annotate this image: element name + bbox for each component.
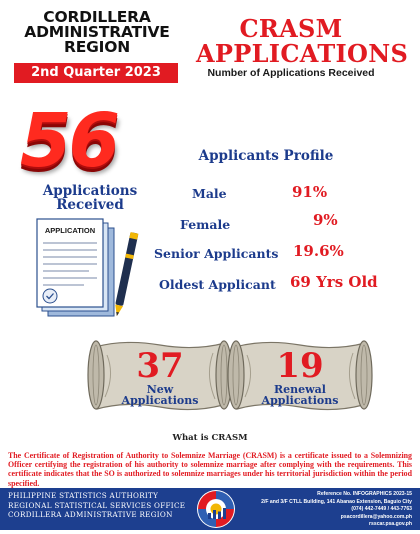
- renewal-label-line-2: Applications: [261, 394, 339, 407]
- page-subtitle: Number of Applications Received: [207, 67, 375, 79]
- footer-contact: [238, 491, 412, 529]
- profile-label-oldest: Oldest Applicant: [159, 277, 276, 292]
- footer-reference: Reference No. INFOGRAPHICS 2023-15: [317, 491, 412, 497]
- region-line-1: CORDILLERA: [43, 8, 151, 26]
- region-line-2: ADMINISTRATIVE: [24, 23, 170, 41]
- document-icon: [34, 218, 144, 323]
- total-value: 56: [20, 98, 117, 184]
- profile-value-female: 9%: [313, 211, 338, 229]
- profile-value-male: 91%: [292, 183, 328, 201]
- footer-phone: (074) 442-7449 / 443-7763: [351, 506, 412, 513]
- renewal-label-line-1: Renewal: [274, 383, 326, 396]
- footer-org-line-3: CORDILLERA ADMINISTRATIVE REGION: [8, 510, 173, 519]
- quarter-badge: 2nd Quarter 2023: [14, 63, 178, 83]
- profile-value-senior: 19.6%: [293, 242, 344, 260]
- footer-address: 2/F and 3/F CTLL Building, 141 Abanao Extension, Baguio City: [261, 498, 412, 505]
- total-applications-number: [20, 96, 150, 186]
- psa-seal-logo: [196, 489, 236, 529]
- apps-label-line-2: Received: [56, 197, 124, 213]
- new-label-line-2: Applications: [121, 394, 199, 407]
- renewal-applications-scroll: [225, 335, 375, 415]
- new-label-line-1: New: [146, 383, 174, 396]
- applications-received-label: [30, 184, 150, 212]
- apps-label-line-1: Applications: [42, 183, 138, 199]
- new-applications-value: 37: [136, 346, 184, 386]
- footer-org-line-1: PHILIPPINE STATISTICS AUTHORITY: [8, 491, 159, 500]
- page-title: [196, 14, 409, 68]
- region-line-3: REGION: [64, 38, 130, 56]
- new-applications-label: [85, 384, 235, 406]
- title-line-1: CRASM: [239, 14, 343, 43]
- new-applications-scroll: [85, 335, 235, 415]
- footer-org: [8, 491, 208, 520]
- footer-email: psacordillera@yahoo.com.ph: [340, 513, 412, 520]
- applicants-profile-title: Applicants Profile: [198, 148, 334, 164]
- info-heading: What is CRASM: [172, 433, 248, 443]
- profile-label-senior: Senior Applicants: [154, 246, 279, 261]
- title-line-2: APPLICATIONS: [196, 39, 409, 68]
- profile-label-male: Male: [192, 186, 227, 201]
- psa-logo-icon: [196, 489, 236, 529]
- region-title: [8, 10, 186, 55]
- footer-website: rsscar.psa.gov.ph: [369, 521, 412, 528]
- profile-value-oldest: 69 Yrs Old: [290, 273, 378, 291]
- document-title: APPLICATION: [44, 226, 96, 235]
- renewal-applications-value: 19: [276, 346, 324, 386]
- info-description: The Certificate of Registration of Authority to Solemnize Marriage (CRASM) is a certificate issued to a Solemnizing Officer certifying the registration of his authority to solemnize marriage after complying with the requirements. This certificate indicates that the SO is authorized to solemnize marriages under his territorial jurisdiction within the period specified.: [8, 451, 412, 488]
- footer-org-line-2: REGIONAL STATISTICAL SERVICES OFFICE: [8, 500, 186, 510]
- profile-label-female: Female: [180, 217, 231, 232]
- application-document-illustration: [34, 218, 144, 323]
- renewal-applications-label: [225, 384, 375, 406]
